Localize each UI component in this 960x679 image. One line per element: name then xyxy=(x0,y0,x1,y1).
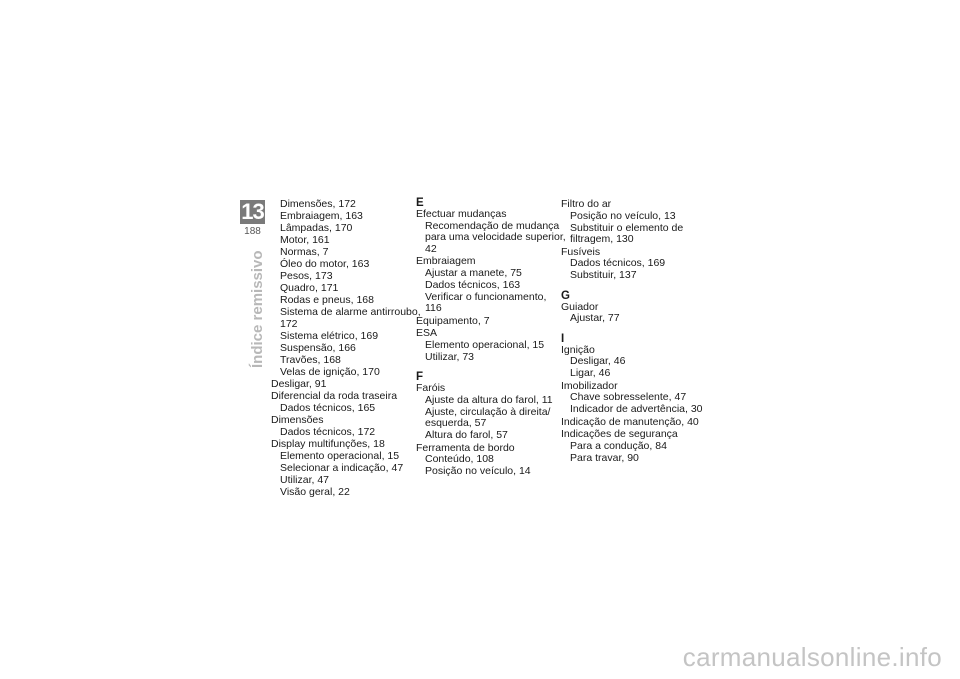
index-subentry: Para travar, 90 xyxy=(570,451,639,464)
index-term: Indicação de manutenção, 40 xyxy=(561,415,699,428)
index-subentry: Recomendação de mudança para uma velocidade superior, 42 xyxy=(425,219,566,255)
section-title: Índice remissivo xyxy=(249,250,266,368)
index-term: Ignição xyxy=(561,343,595,356)
index-entry xyxy=(561,199,711,246)
index-entry xyxy=(561,345,711,380)
index-subentries xyxy=(561,258,711,282)
index-entry xyxy=(561,429,711,464)
index-subentries xyxy=(416,221,566,256)
index-entry xyxy=(416,383,566,442)
index-subentry: Ajuste, circulação à direita/ esquerda, 57 xyxy=(425,405,551,429)
index-subentries xyxy=(416,268,566,315)
index-subentries xyxy=(561,313,711,325)
index-subentries xyxy=(561,392,711,416)
index-column-3 xyxy=(561,199,711,465)
index-subentry: Dados técnicos, 165 xyxy=(280,401,376,414)
index-subentry: Travões, 168 xyxy=(280,353,341,366)
index-subentry: Visão geral, 22 xyxy=(280,485,350,498)
index-subentries xyxy=(271,427,421,439)
index-subentry: Dados técnicos, 163 xyxy=(425,278,521,291)
index-subentry: Ajuste da altura do farol, 11 xyxy=(425,393,553,406)
index-term: Imobilizador xyxy=(561,379,618,392)
index-subentry: Altura do farol, 57 xyxy=(425,429,508,441)
index-entry xyxy=(561,381,711,416)
index-subentry: Substituir o elemento de filtragem, 130 xyxy=(570,221,684,245)
index-subentry: Sistema de alarme antirroubo, 172 xyxy=(280,306,421,330)
index-term: Guiador xyxy=(561,300,599,313)
index-letter-heading: I xyxy=(561,332,565,345)
index-entry xyxy=(416,209,566,255)
index-entry xyxy=(416,443,566,478)
index-term: ESA xyxy=(416,327,438,339)
index-entry xyxy=(561,302,711,325)
index-subentry: Lâmpadas, 170 xyxy=(280,222,353,234)
index-subentry: Quadro, 171 xyxy=(280,282,339,294)
index-entry xyxy=(416,316,566,328)
watermark: carmanualsonline.info xyxy=(682,642,942,672)
index-entry xyxy=(561,417,711,429)
continued-subentries xyxy=(271,199,421,378)
index-subentry: Motor, 161 xyxy=(280,234,330,246)
index-term: Equipamento, 7 xyxy=(416,314,490,327)
index-subentry: Ajustar a manete, 75 xyxy=(425,266,522,279)
index-subentry: Elemento operacional, 15 xyxy=(425,338,545,351)
chapter-number: 13 xyxy=(241,199,264,224)
index-term: Indicações de segurança xyxy=(561,428,678,440)
index-entry xyxy=(416,328,566,363)
index-letter-heading: E xyxy=(416,197,424,209)
index-term: Faróis xyxy=(416,382,446,394)
index-term: Diferencial da roda traseira xyxy=(271,390,398,402)
index-subentry: Para a condução, 84 xyxy=(570,439,667,452)
index-subentry: Chave sobresselente, 47 xyxy=(570,391,687,403)
index-subentry: Elemento operacional, 15 xyxy=(280,449,400,462)
index-subentry: Rodas e pneus, 168 xyxy=(280,294,374,306)
index-subentry: Dimensões, 172 xyxy=(280,198,356,210)
index-subentry: Selecionar a indicação, 47 xyxy=(280,461,404,474)
index-entry xyxy=(271,415,421,438)
index-column-1 xyxy=(271,199,421,499)
index-subentries xyxy=(416,340,566,364)
index-letter-heading: G xyxy=(561,289,570,302)
index-entry xyxy=(561,247,711,282)
index-term: Efectuar mudanças xyxy=(416,208,507,220)
index-subentries xyxy=(271,403,421,415)
index-term: Display multifunções, 18 xyxy=(271,438,385,450)
index-term: Ferramenta de bordo xyxy=(416,441,515,454)
index-term: Filtro do ar xyxy=(561,198,612,210)
page-number: 188 xyxy=(244,226,261,237)
index-subentry: Utilizar, 73 xyxy=(425,350,475,363)
index-term: Embraiagem xyxy=(416,255,476,267)
index-term: Desligar, 91 xyxy=(271,377,327,390)
index-column-2 xyxy=(416,197,566,479)
index-term: Fusíveis xyxy=(561,245,601,258)
index-subentry: Suspensão, 166 xyxy=(280,341,356,354)
index-entry xyxy=(271,439,421,498)
index-term: Dimensões xyxy=(271,414,324,426)
index-subentry: Verificar o funcionamento, 116 xyxy=(425,290,547,314)
index-subentry: Normas, 7 xyxy=(280,246,329,258)
index-subentry: Velas de ignição, 170 xyxy=(280,365,380,378)
index-subentries xyxy=(561,211,711,246)
index-subentry: Posição no veículo, 14 xyxy=(425,465,531,477)
index-subentry: Ajustar, 77 xyxy=(570,312,620,324)
index-subentries xyxy=(271,451,421,499)
index-subentry: Posição no veículo, 13 xyxy=(570,209,676,222)
index-subentry: Substituir, 137 xyxy=(570,269,637,281)
index-subentry: Pesos, 173 xyxy=(280,270,333,282)
index-letter-heading: F xyxy=(416,371,424,383)
index-subentry: Desligar, 46 xyxy=(570,355,626,367)
index-subentry: Dados técnicos, 172 xyxy=(280,425,376,438)
index-subentry: Utilizar, 47 xyxy=(280,473,330,486)
index-entry xyxy=(271,379,421,391)
index-subentry: Ligar, 46 xyxy=(570,367,611,379)
index-subentry: Óleo do motor, 163 xyxy=(280,258,370,270)
index-subentries xyxy=(561,441,711,465)
index-subentry: Dados técnicos, 169 xyxy=(570,257,666,269)
index-subentry: Sistema elétrico, 169 xyxy=(280,329,379,342)
index-subentries xyxy=(416,454,566,478)
index-subentry: Indicador de advertência, 30 xyxy=(570,403,703,415)
index-subentries xyxy=(416,395,566,442)
index-subentries xyxy=(561,356,711,380)
index-entry xyxy=(416,256,566,315)
index-subentry: Embraiagem, 163 xyxy=(280,210,363,222)
index-subentry: Conteúdo, 108 xyxy=(425,453,494,465)
index-entry xyxy=(271,391,421,414)
